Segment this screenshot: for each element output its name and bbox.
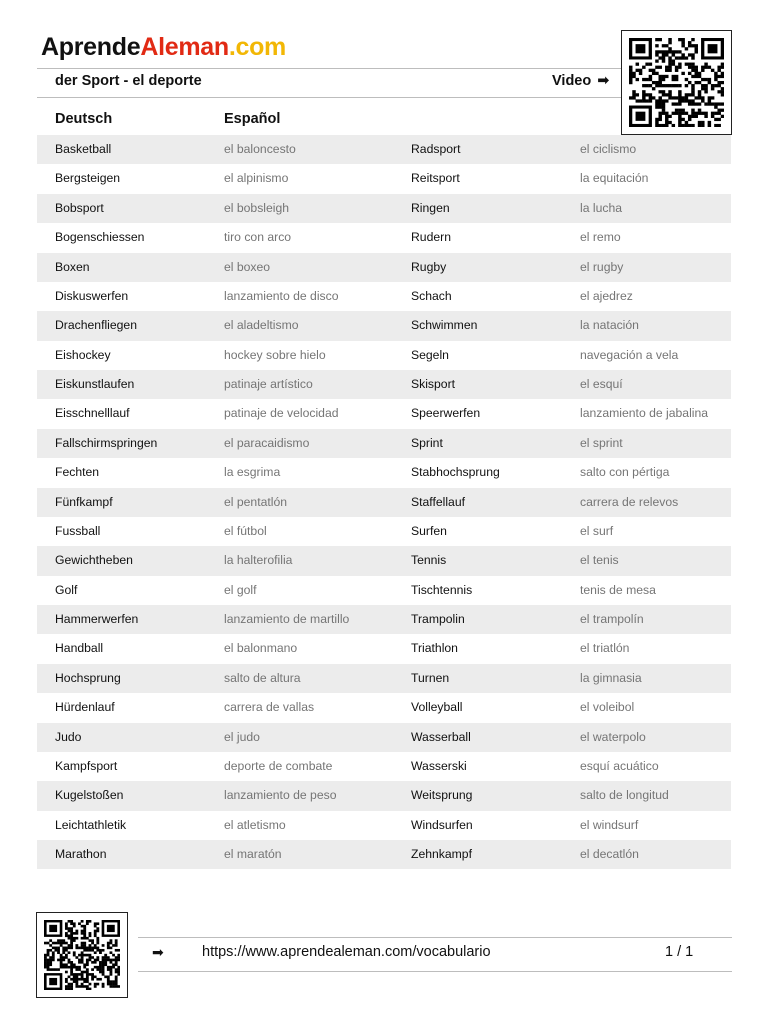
german-term: Segeln [411, 347, 449, 362]
table-row [37, 135, 731, 164]
table-row [37, 311, 731, 340]
qr-code-icon [629, 38, 724, 127]
german-term: Schwimmen [411, 318, 478, 333]
table-row [37, 781, 731, 810]
spanish-term: salto con pértiga [580, 465, 670, 480]
spanish-term: el atletismo [224, 817, 286, 832]
spanish-term: patinaje de velocidad [224, 406, 339, 421]
spanish-term: el surf [580, 523, 614, 538]
table-row [37, 517, 731, 546]
german-term: Fallschirmspringen [55, 435, 158, 450]
spanish-term: salto de longitud [580, 788, 669, 803]
spanish-term: la equitación [580, 171, 649, 186]
spanish-term: el rugby [580, 259, 624, 274]
german-term: Golf [55, 582, 78, 597]
german-term: Wasserski [411, 758, 467, 773]
spanish-term: el fútbol [224, 523, 267, 538]
table-row [37, 429, 731, 458]
german-term: Drachenfliegen [55, 318, 137, 333]
german-term: Wasserball [411, 729, 471, 744]
table-row [37, 752, 731, 781]
german-term: Hammerwerfen [55, 612, 139, 626]
table-row [37, 341, 731, 370]
german-term: Diskuswerfen [55, 288, 129, 303]
table-row [37, 840, 731, 869]
german-term: Staffellauf [411, 494, 465, 509]
spanish-term: lanzamiento de peso [224, 788, 337, 803]
spanish-term: el bobsleigh [224, 200, 290, 215]
german-term: Fünfkampf [55, 494, 113, 509]
german-term: Trampolin [411, 612, 465, 626]
arrow-right-icon: ➡ [152, 944, 164, 960]
german-term: Bergsteigen [55, 171, 121, 186]
spanish-term: el windsurf [580, 817, 639, 832]
logo-part-aleman: Aleman [140, 33, 229, 61]
logo-part-aprende: Aprende [41, 33, 141, 61]
table-row [37, 164, 731, 193]
spanish-term: la gimnasia [580, 670, 642, 685]
spanish-term: el baloncesto [224, 142, 296, 156]
footer-url-link[interactable]: https://www.aprendealeman.com/vocabulario [202, 944, 491, 960]
spanish-term: la lucha [580, 200, 623, 215]
german-term: Radsport [411, 142, 461, 156]
table-row [37, 253, 731, 282]
german-term: Tennis [411, 553, 447, 568]
page-number: 1 / 1 [665, 944, 694, 960]
spanish-term: la natación [580, 318, 639, 333]
german-term: Hürdenlauf [55, 700, 115, 715]
vocabulary-table [37, 135, 731, 869]
spanish-term: salto de altura [224, 670, 301, 685]
qr-code-icon [44, 920, 120, 990]
video-link[interactable] [552, 73, 609, 89]
german-term: Surfen [411, 523, 447, 538]
spanish-term: el alpinismo [224, 171, 289, 186]
spanish-term: esquí acuático [580, 758, 659, 773]
spanish-term: hockey sobre hielo [224, 347, 326, 362]
spanish-term: el ciclismo [580, 142, 637, 156]
table-row [37, 664, 731, 693]
german-term: Kugelstoßen [55, 788, 124, 803]
german-term: Leichtathletik [55, 817, 127, 832]
german-term: Bogenschiessen [55, 230, 145, 245]
spanish-term: tenis de mesa [580, 582, 656, 597]
spanish-term: el boxeo [224, 259, 271, 274]
table-row [37, 194, 731, 223]
spanish-term: lanzamiento de jabalina [580, 406, 709, 421]
table-row [37, 546, 731, 575]
spanish-term: el ajedrez [580, 288, 633, 303]
qr-code-video[interactable] [621, 30, 732, 135]
table-row [37, 282, 731, 311]
table-row [37, 370, 731, 399]
spanish-term: el golf [224, 582, 257, 597]
footer-divider-top [138, 937, 732, 938]
german-term: Marathon [55, 847, 107, 861]
spanish-term: el tenis [580, 553, 619, 568]
german-term: Zehnkampf [411, 847, 472, 861]
table-row [37, 723, 731, 752]
spanish-term: el trampolín [580, 612, 644, 626]
site-logo [41, 30, 286, 64]
german-term: Judo [55, 729, 82, 744]
table-row [37, 693, 731, 722]
footer-divider-bottom [138, 971, 732, 972]
arrow-right-icon: ➡ [597, 73, 610, 89]
german-term: Windsurfen [411, 817, 473, 832]
header-divider-bottom [37, 97, 621, 98]
video-label: Video [552, 73, 592, 89]
german-term: Bobsport [55, 200, 104, 215]
spanish-term: el maratón [224, 847, 282, 861]
table-row [37, 576, 731, 605]
german-term: Eisschnelllauf [55, 406, 130, 421]
german-term: Basketball [55, 142, 112, 156]
german-term: Weitsprung [411, 788, 473, 803]
spanish-term: la esgrima [224, 465, 281, 480]
german-term: Rugby [411, 259, 447, 274]
german-term: Handball [55, 641, 104, 656]
spanish-term: el waterpolo [580, 729, 646, 744]
spanish-term: deporte de combate [224, 758, 333, 773]
german-term: Eishockey [55, 347, 111, 362]
german-term: Turnen [411, 670, 450, 685]
page-title: der Sport - el deporte [55, 73, 202, 89]
qr-code-vocabulary[interactable] [36, 912, 128, 998]
german-term: Schach [411, 288, 452, 303]
german-term: Volleyball [411, 700, 463, 715]
logo-part-com: .com [228, 33, 286, 61]
spanish-term: la halterofilia [224, 553, 293, 568]
german-term: Ringen [411, 200, 450, 215]
table-row [37, 223, 731, 252]
german-term: Skisport [411, 377, 456, 391]
spanish-term: patinaje artístico [224, 377, 313, 391]
german-term: Tischtennis [411, 582, 473, 597]
german-term: Stabhochsprung [411, 465, 500, 480]
spanish-term: el remo [580, 230, 621, 245]
german-term: Reitsport [411, 171, 460, 186]
spanish-term: carrera de vallas [224, 700, 315, 715]
table-row [37, 488, 731, 517]
german-term: Sprint [411, 435, 443, 450]
german-term: Speerwerfen [411, 406, 481, 421]
german-term: Boxen [55, 259, 90, 274]
german-term: Eiskunstlaufen [55, 377, 135, 391]
table-row [37, 605, 731, 634]
column-header-spanish: Español [224, 111, 281, 127]
spanish-term: el paracaidismo [224, 435, 310, 450]
spanish-term: navegación a vela [580, 347, 679, 362]
table-row [37, 458, 731, 487]
german-term: Triathlon [411, 641, 458, 656]
german-term: Gewichtheben [55, 553, 133, 568]
spanish-term: lanzamiento de disco [224, 288, 339, 303]
spanish-term: el triatlón [580, 641, 630, 656]
column-header-german: Deutsch [55, 111, 113, 127]
spanish-term: el pentatlón [224, 494, 288, 509]
spanish-term: el decatlón [580, 847, 639, 861]
spanish-term: el voleibol [580, 700, 635, 715]
spanish-term: el balonmano [224, 641, 298, 656]
spanish-term: carrera de relevos [580, 494, 679, 509]
table-row [37, 399, 731, 428]
spanish-term: el sprint [580, 435, 623, 450]
spanish-term: el judo [224, 729, 260, 744]
spanish-term: lanzamiento de martillo [224, 612, 350, 626]
spanish-term: tiro con arco [224, 230, 292, 245]
german-term: Fechten [55, 465, 100, 480]
german-term: Kampfsport [55, 758, 118, 773]
german-term: Rudern [411, 230, 451, 245]
table-row [37, 634, 731, 663]
table-row [37, 811, 731, 840]
german-term: Hochsprung [55, 670, 121, 685]
spanish-term: el aladeltismo [224, 318, 299, 333]
spanish-term: el esquí [580, 377, 623, 391]
german-term: Fussball [55, 523, 101, 538]
